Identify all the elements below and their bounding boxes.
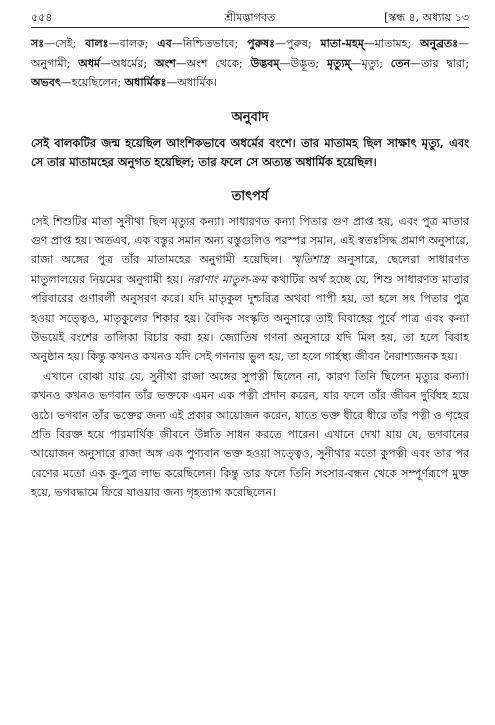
translation-heading: অনুবাদ <box>231 109 269 125</box>
word-for-word-synonyms: সঃ—সেই; বালঃ—বালক; এব—নিশ্চিতভাবে; পুরুষঃ—পুরুষ; মাতা-মহম্‌—মাতামহ; অনুব্রতঃ—অনুগামী; অধর্ম—অধর্মের; অংশ—অংশ থেকে; উদ্ভবম্‌—উদ্ভূত; মৃত্যুম্‌—মৃত্যু; তেন—তার দ্বারা; অভবৎ—হয়েছিলেন; অধার্মিকঃ—অধার্মিক। <box>31 37 470 89</box>
page-header <box>31 9 469 27</box>
synonym-word: অনুব্রতঃ <box>419 37 459 50</box>
header-rule <box>31 27 469 28</box>
synonym-meaning: বালক <box>119 37 145 50</box>
book-title: শ্রীমদ্ভাগবত <box>224 11 276 24</box>
synonym-word: মাতা-মহম্‌ <box>320 37 364 50</box>
synonym-meaning: অনুগামী <box>31 56 67 70</box>
synonym-word: উদ্ভবম্‌ <box>250 56 280 70</box>
canto-chapter: [স্কন্ধ ৪, অধ্যায় ১৩ <box>384 11 469 24</box>
synonym-word: অধার্মিকঃ <box>124 76 167 89</box>
purport-body <box>31 212 469 503</box>
page-body <box>31 34 469 503</box>
synonym-word: অধর্ম <box>78 56 101 70</box>
synonym-word: বালঃ <box>85 37 109 50</box>
synonym-meaning: নিশ্চিতভাবে <box>182 37 235 50</box>
synonym-meaning: হয়েছিলেন <box>71 76 118 89</box>
synonym-meaning: তার দ্বারা <box>421 56 466 70</box>
synonym-word: অংশ <box>154 56 176 70</box>
synonym-word: মৃত্যুম্‌ <box>326 56 351 70</box>
purport-text: কথাটির অর্থ হচ্ছে যে, শিশু সাধারণত মাতার পরিবারের গুণাবলী অনুসরণ করে। যদি মাতৃকুল দুশ্চরিত্র অথবা পাপী হয়, তা হলে সৎ পিতার পুত্র হওয়া সত্ত্বেও, মাতৃকুলের শিকার হয়। বৈদিক সংস্কৃতি অনুসারে তাই বিবাহের পূর্বে পাত্র এবং কন্যা উভয়েই বংশের তালিকা বিচার করা হয়। জ্যোতিষ গণনা অনুসারে যদি মিল হয়, তা হলে বিবাহ অনুষ্ঠান হয়। কিন্তু কখনও কখনও যদি সেই গণনায় ভুল হয়, তা হলে গার্হস্থ্য জীবন নৈরাশ্যজনক হয়। <box>31 272 469 364</box>
purport-heading: তাৎপর্য <box>231 188 269 204</box>
synonym-meaning: অধর্মের <box>111 56 144 70</box>
synonym-meaning: মৃত্যু <box>361 56 380 70</box>
page-number: ৫৫৪ <box>31 11 53 24</box>
translation-text: সেই বালকটির জন্ম হয়েছিল আংশিকভাবে অধর্মের বংশে। তার মাতামহ ছিল সাক্ষাৎ মৃত্যু, এবং সে তার মাতামহের অনুগত হয়েছিল; তার ফলে সে অত্যন্ত অধার্মিক হয়েছিল। <box>31 135 469 169</box>
purport-text: সেই শিশুটির মাতা সুনীথা ছিল মৃত্যুর কন্যা। সাধারণত কন্যা পিতার গুণ প্রাপ্ত হয়, এবং পুত্র মাতার গুণ প্রাপ্ত হয়। অতএব, এক বস্তুর সমান অন্য বস্তুগুলিও পরস্পর সমান, এই স্বতঃসিদ্ধ প্রমাণ অনুসারে, রাজা অঙ্গের পুত্র তাঁর মাতামহের অনুগামী হয়েছিল। <box>31 214 469 267</box>
synonym-word: তেন <box>390 56 411 70</box>
synonym-meaning: উদ্ভূত <box>290 56 316 70</box>
synonym-word: পুরুষঃ <box>247 37 275 50</box>
synonym-meaning: মাতামহ <box>374 37 408 50</box>
synonym-word: সঃ <box>31 37 45 50</box>
purport-paragraph-2: এখানে বোঝা যায় যে, সুনীথা রাজা অঙ্গের সুপত্নী ছিলেন না, কারণ তিনি ছিলেন মৃত্যুর কন্যা। কখনও কখনও ভগবান তাঁর ভক্তকে এমন এক পত্নী প্রদান করেন, যার ফলে তাঁর জীবন দুর্বিষহ হয়ে ওঠে। ভগবান তাঁর ভক্তের জন্য এই প্রকার আয়োজন করেন, যাতে ভক্ত ধীরে ধীরে তাঁর পত্নী ও গৃহের প্রতি বিরক্ত হয়ে পারমার্থিক জীবনে উন্নতি সাধন করতে পারেন। এখানে দেখা যায় যে, ভগবানের আয়োজন অনুসারে রাজা অঙ্গ এক পুণ্যবান ভক্ত হওয়া সত্ত্বেও, সুনীথার মতো কুপত্নী এবং তার পর বেণের মতো এক কু-পুত্র লাভ করেছিলেন। কিন্তু তার ফলে তিনি সংসার-বন্ধন থেকে সম্পূর্ণরূপে মুক্ত হয়ে, ভগবদ্ধামে ফিরে যাওয়ার জন্য গৃহত্যাগ করেছিলেন। <box>31 369 469 500</box>
purport-italic-term: স্মৃতিশাস্ত্র <box>290 253 330 267</box>
purport-paragraph-1 <box>31 212 469 367</box>
synonym-meaning: অধার্মিক <box>177 76 214 89</box>
synonym-word: অভবৎ <box>31 76 61 89</box>
synonym-meaning: অংশ থেকে <box>186 56 240 70</box>
synonym-word: এব <box>157 37 172 50</box>
synonym-meaning: পুরুষ <box>285 37 308 50</box>
purport-italic-term: নরাণাং মাতুল-ক্রম <box>187 272 267 286</box>
purport-text: অনুসারে, ছেলেরা সাধারণত মাতুলালয়ের নিয়মের অনুগামী হয়। <box>31 253 469 286</box>
synonym-meaning: সেই <box>55 37 73 50</box>
